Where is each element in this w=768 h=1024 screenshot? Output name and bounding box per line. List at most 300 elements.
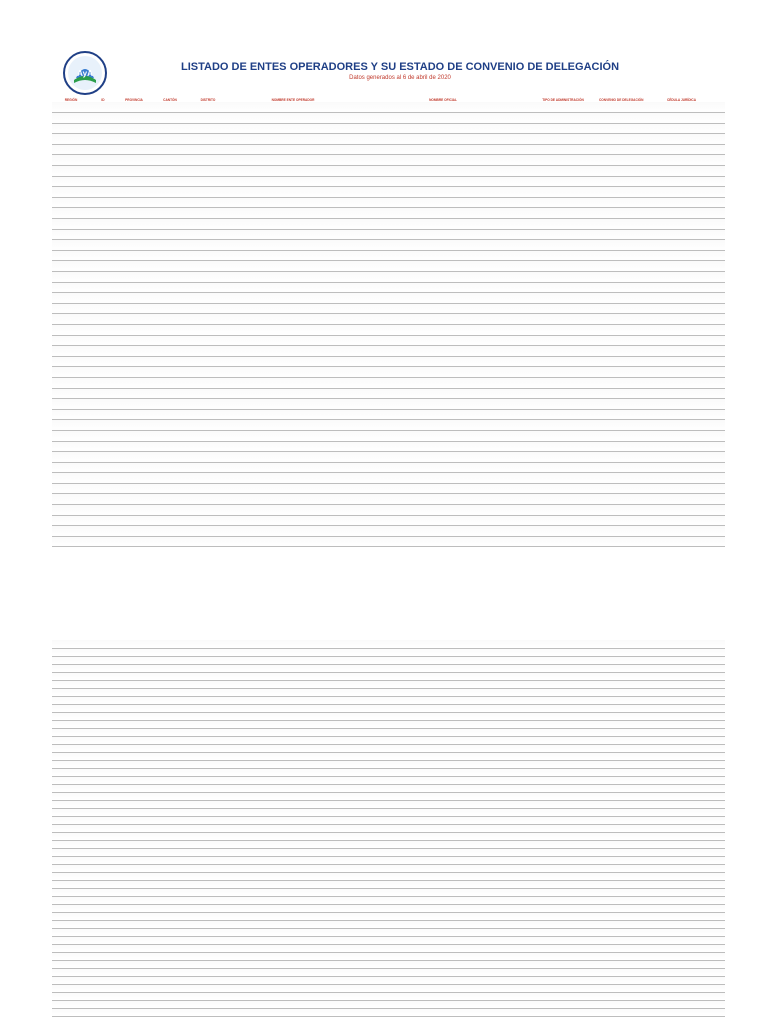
table-cell [152, 680, 188, 688]
table-cell [152, 784, 188, 792]
table-cell [188, 848, 228, 856]
table-cell [188, 324, 228, 335]
table-cell [116, 144, 152, 155]
table-cell [598, 166, 638, 177]
table-cell [638, 776, 725, 784]
table-cell [598, 462, 638, 473]
table-cell [638, 314, 725, 325]
table-cell [358, 936, 528, 944]
table-cell [188, 346, 228, 357]
table-cell [358, 760, 528, 768]
table-cell [598, 536, 638, 547]
table-cell [228, 808, 358, 816]
table-cell [52, 356, 90, 367]
table-cell [358, 944, 528, 952]
table-cell [358, 680, 528, 688]
table-cell [528, 473, 598, 484]
table-cell [358, 864, 528, 872]
table-cell [358, 208, 528, 219]
table-cell [528, 526, 598, 537]
table-cell [358, 824, 528, 832]
table-cell [528, 155, 598, 166]
table-cell [528, 952, 598, 960]
table-cell [638, 240, 725, 251]
table-cell [90, 483, 116, 494]
table-cell [228, 792, 358, 800]
table-cell [90, 441, 116, 452]
table-cell [52, 984, 90, 992]
table-row [52, 377, 725, 388]
table-cell [598, 800, 638, 808]
table-cell [598, 760, 638, 768]
table-cell [152, 824, 188, 832]
table-cell [188, 864, 228, 872]
table-cell [598, 712, 638, 720]
table-cell [52, 187, 90, 198]
table-row [52, 976, 725, 984]
table-cell [52, 864, 90, 872]
table-cell [598, 1000, 638, 1008]
table-cell [90, 462, 116, 473]
table-cell [116, 928, 152, 936]
table-cell [228, 640, 358, 648]
table-cell [358, 144, 528, 155]
table-cell [90, 688, 116, 696]
table-cell [90, 303, 116, 314]
table-cell [358, 640, 528, 648]
table-cell [358, 712, 528, 720]
table-cell [152, 976, 188, 984]
table-cell [228, 134, 358, 145]
table-cell [52, 824, 90, 832]
header-id: ID [101, 98, 105, 102]
table-cell [638, 792, 725, 800]
table-cell [638, 197, 725, 208]
table-cell [188, 272, 228, 283]
table-cell [528, 430, 598, 441]
table-cell [358, 840, 528, 848]
table-cell [90, 377, 116, 388]
table-row [52, 992, 725, 1000]
table-cell [188, 664, 228, 672]
table-cell [152, 952, 188, 960]
table-cell [188, 984, 228, 992]
table-cell [358, 388, 528, 399]
table-cell [90, 346, 116, 357]
table-cell [52, 515, 90, 526]
table-row [52, 155, 725, 166]
table-cell [638, 800, 725, 808]
table-cell [598, 388, 638, 399]
table-cell [528, 944, 598, 952]
table-row [52, 640, 725, 648]
table-cell [152, 968, 188, 976]
table-cell [598, 420, 638, 431]
table-cell [188, 303, 228, 314]
table-cell [358, 656, 528, 664]
table-cell [358, 736, 528, 744]
table-cell [598, 896, 638, 904]
table-cell [188, 409, 228, 420]
table-cell [152, 462, 188, 473]
table-body-bottom [52, 640, 725, 1016]
table-cell [116, 113, 152, 124]
table-cell [638, 904, 725, 912]
table-cell [598, 346, 638, 357]
table-cell [90, 944, 116, 952]
table-cell [638, 696, 725, 704]
table-cell [358, 430, 528, 441]
table-cell [116, 505, 152, 516]
table-row [52, 505, 725, 516]
table-cell [528, 800, 598, 808]
table-cell [52, 672, 90, 680]
table-cell [188, 856, 228, 864]
table-cell [116, 936, 152, 944]
table-cell [116, 420, 152, 431]
table-cell [188, 166, 228, 177]
table-cell [152, 367, 188, 378]
table-cell [90, 904, 116, 912]
table-cell [152, 536, 188, 547]
table-cell [116, 792, 152, 800]
table-cell [598, 229, 638, 240]
table-cell [52, 664, 90, 672]
table-cell [188, 505, 228, 516]
table-cell [528, 176, 598, 187]
table-cell [188, 356, 228, 367]
table-cell [52, 800, 90, 808]
table-cell [598, 155, 638, 166]
table-row [52, 784, 725, 792]
table-cell [638, 840, 725, 848]
table-cell [116, 856, 152, 864]
table-cell [528, 704, 598, 712]
table-cell [358, 399, 528, 410]
table-cell [52, 208, 90, 219]
table-cell [598, 728, 638, 736]
table-cell [358, 303, 528, 314]
table-cell [528, 656, 598, 664]
table-cell [52, 656, 90, 664]
table-cell [52, 760, 90, 768]
table-cell [116, 808, 152, 816]
table-cell [52, 388, 90, 399]
table-cell [152, 346, 188, 357]
table-cell [116, 346, 152, 357]
table-cell [152, 134, 188, 145]
table-cell [598, 736, 638, 744]
table-cell [228, 872, 358, 880]
table-cell [152, 984, 188, 992]
table-cell [116, 367, 152, 378]
table-cell [528, 219, 598, 230]
table-cell [116, 452, 152, 463]
table-cell [638, 123, 725, 134]
table-cell [598, 808, 638, 816]
table-cell [228, 680, 358, 688]
table-row [52, 696, 725, 704]
table-cell [90, 984, 116, 992]
table-row [52, 864, 725, 872]
table-cell [638, 219, 725, 230]
table-row [52, 473, 725, 484]
table-cell [228, 166, 358, 177]
table-cell [188, 483, 228, 494]
table-cell [90, 776, 116, 784]
table-cell [116, 992, 152, 1000]
table-cell [90, 656, 116, 664]
table-cell [90, 872, 116, 880]
table-cell [90, 261, 116, 272]
table-cell [152, 808, 188, 816]
table-cell [90, 736, 116, 744]
table-cell [228, 824, 358, 832]
table-cell [228, 704, 358, 712]
table-cell [528, 356, 598, 367]
table-cell [638, 293, 725, 304]
table-cell [90, 792, 116, 800]
table-cell [638, 736, 725, 744]
table-cell [638, 399, 725, 410]
table-cell [52, 462, 90, 473]
table-cell [358, 282, 528, 293]
table-cell [638, 896, 725, 904]
table-cell [152, 409, 188, 420]
table-row [52, 704, 725, 712]
table-cell [52, 920, 90, 928]
table-header-row [52, 88, 725, 102]
table-cell [116, 888, 152, 896]
table-cell [52, 736, 90, 744]
table-cell [188, 526, 228, 537]
table-cell [638, 536, 725, 547]
table-cell [358, 648, 528, 656]
table-cell [52, 856, 90, 864]
table-cell [598, 840, 638, 848]
table-row [52, 904, 725, 912]
table-cell [358, 976, 528, 984]
table-row [52, 483, 725, 494]
table-cell [528, 420, 598, 431]
table-cell [188, 250, 228, 261]
table-cell [152, 420, 188, 431]
table-cell [52, 728, 90, 736]
table-cell [358, 832, 528, 840]
table-cell [152, 848, 188, 856]
table-cell [528, 680, 598, 688]
table-row [52, 240, 725, 251]
table-cell [228, 736, 358, 744]
table-cell [152, 864, 188, 872]
table-cell [638, 960, 725, 968]
table-cell [152, 166, 188, 177]
table-row [52, 1008, 725, 1016]
table-cell [116, 229, 152, 240]
table-row [52, 920, 725, 928]
table-cell [52, 441, 90, 452]
table-cell [52, 240, 90, 251]
table-cell [90, 282, 116, 293]
table-cell [188, 155, 228, 166]
table-cell [228, 240, 358, 251]
table-cell [638, 648, 725, 656]
table-cell [188, 760, 228, 768]
table-row [52, 515, 725, 526]
table-cell [638, 452, 725, 463]
table-cell [90, 293, 116, 304]
table-cell [90, 494, 116, 505]
table-cell [598, 515, 638, 526]
table-cell [90, 229, 116, 240]
table-cell [528, 250, 598, 261]
table-cell [188, 176, 228, 187]
table-cell [598, 113, 638, 124]
document-subtitle: Datos generados al 6 de abril de 2020 [349, 75, 451, 81]
table-cell [188, 144, 228, 155]
table-row [52, 303, 725, 314]
table-cell [528, 261, 598, 272]
table-cell [228, 976, 358, 984]
table-cell [116, 176, 152, 187]
table-cell [52, 282, 90, 293]
table-cell [152, 430, 188, 441]
table-cell [90, 976, 116, 984]
table-row [52, 272, 725, 283]
table-cell [228, 250, 358, 261]
table-cell [90, 208, 116, 219]
table-cell [638, 728, 725, 736]
table-cell [90, 768, 116, 776]
table-cell [528, 856, 598, 864]
table-cell [152, 648, 188, 656]
table-cell [152, 944, 188, 952]
table-cell [188, 960, 228, 968]
table-cell [90, 240, 116, 251]
table-cell [598, 928, 638, 936]
table-cell [228, 784, 358, 792]
table-cell [598, 960, 638, 968]
table-cell [188, 462, 228, 473]
table-cell [116, 483, 152, 494]
table-cell [638, 430, 725, 441]
table-cell [598, 208, 638, 219]
table-cell [358, 912, 528, 920]
table-cell [638, 816, 725, 824]
table-cell [90, 123, 116, 134]
table-cell [90, 816, 116, 824]
table-cell [52, 952, 90, 960]
table-cell [598, 704, 638, 712]
table-cell [188, 473, 228, 484]
table-cell [116, 356, 152, 367]
table-row [52, 399, 725, 410]
table-cell [358, 728, 528, 736]
svg-text:AyA: AyA [77, 69, 93, 78]
table-cell [638, 880, 725, 888]
table-cell [152, 356, 188, 367]
table-cell [228, 888, 358, 896]
table-cell [528, 293, 598, 304]
table-cell [528, 768, 598, 776]
table-cell [228, 856, 358, 864]
table-cell [152, 293, 188, 304]
table-cell [52, 346, 90, 357]
table-cell [638, 688, 725, 696]
table-cell [528, 696, 598, 704]
table-cell [188, 784, 228, 792]
table-row [52, 792, 725, 800]
table-cell [90, 880, 116, 888]
table-cell [598, 102, 638, 113]
table-cell [152, 992, 188, 1000]
table-cell [638, 505, 725, 516]
table-cell [152, 904, 188, 912]
table-cell [116, 960, 152, 968]
table-cell [116, 776, 152, 784]
table-cell [90, 515, 116, 526]
table-cell [188, 134, 228, 145]
table-cell [638, 515, 725, 526]
table-cell [358, 928, 528, 936]
table-cell [90, 808, 116, 816]
table-cell [598, 696, 638, 704]
table-cell [152, 776, 188, 784]
table-cell [152, 219, 188, 230]
table-cell [358, 240, 528, 251]
table-cell [52, 704, 90, 712]
table-cell [188, 680, 228, 688]
table-row [52, 848, 725, 856]
table-cell [116, 1000, 152, 1008]
table-cell [528, 102, 598, 113]
table-cell [598, 441, 638, 452]
table-cell [528, 515, 598, 526]
table-cell [52, 176, 90, 187]
table-cell [152, 928, 188, 936]
table-cell [116, 293, 152, 304]
table-cell [52, 377, 90, 388]
table-cell [358, 992, 528, 1000]
table-cell [638, 944, 725, 952]
table-cell [228, 356, 358, 367]
table-row [52, 261, 725, 272]
table-cell [116, 123, 152, 134]
table-cell [152, 856, 188, 864]
table-cell [638, 166, 725, 177]
table-cell [358, 720, 528, 728]
table-cell [188, 752, 228, 760]
table-cell [598, 984, 638, 992]
table-cell [228, 904, 358, 912]
table-cell [52, 113, 90, 124]
table-cell [52, 250, 90, 261]
header-legal-id: CÉDULA JURÍDICA [666, 98, 697, 102]
table-cell [598, 303, 638, 314]
table-cell [152, 744, 188, 752]
table-cell [152, 515, 188, 526]
table-row [52, 134, 725, 145]
table-cell [152, 704, 188, 712]
table-cell [90, 134, 116, 145]
table-cell [638, 936, 725, 944]
table-cell [90, 864, 116, 872]
header-official-name: NOMBRE OFICIAL [429, 98, 457, 102]
table-cell [358, 229, 528, 240]
table-cell [52, 261, 90, 272]
table-cell [228, 187, 358, 198]
table-cell [598, 872, 638, 880]
